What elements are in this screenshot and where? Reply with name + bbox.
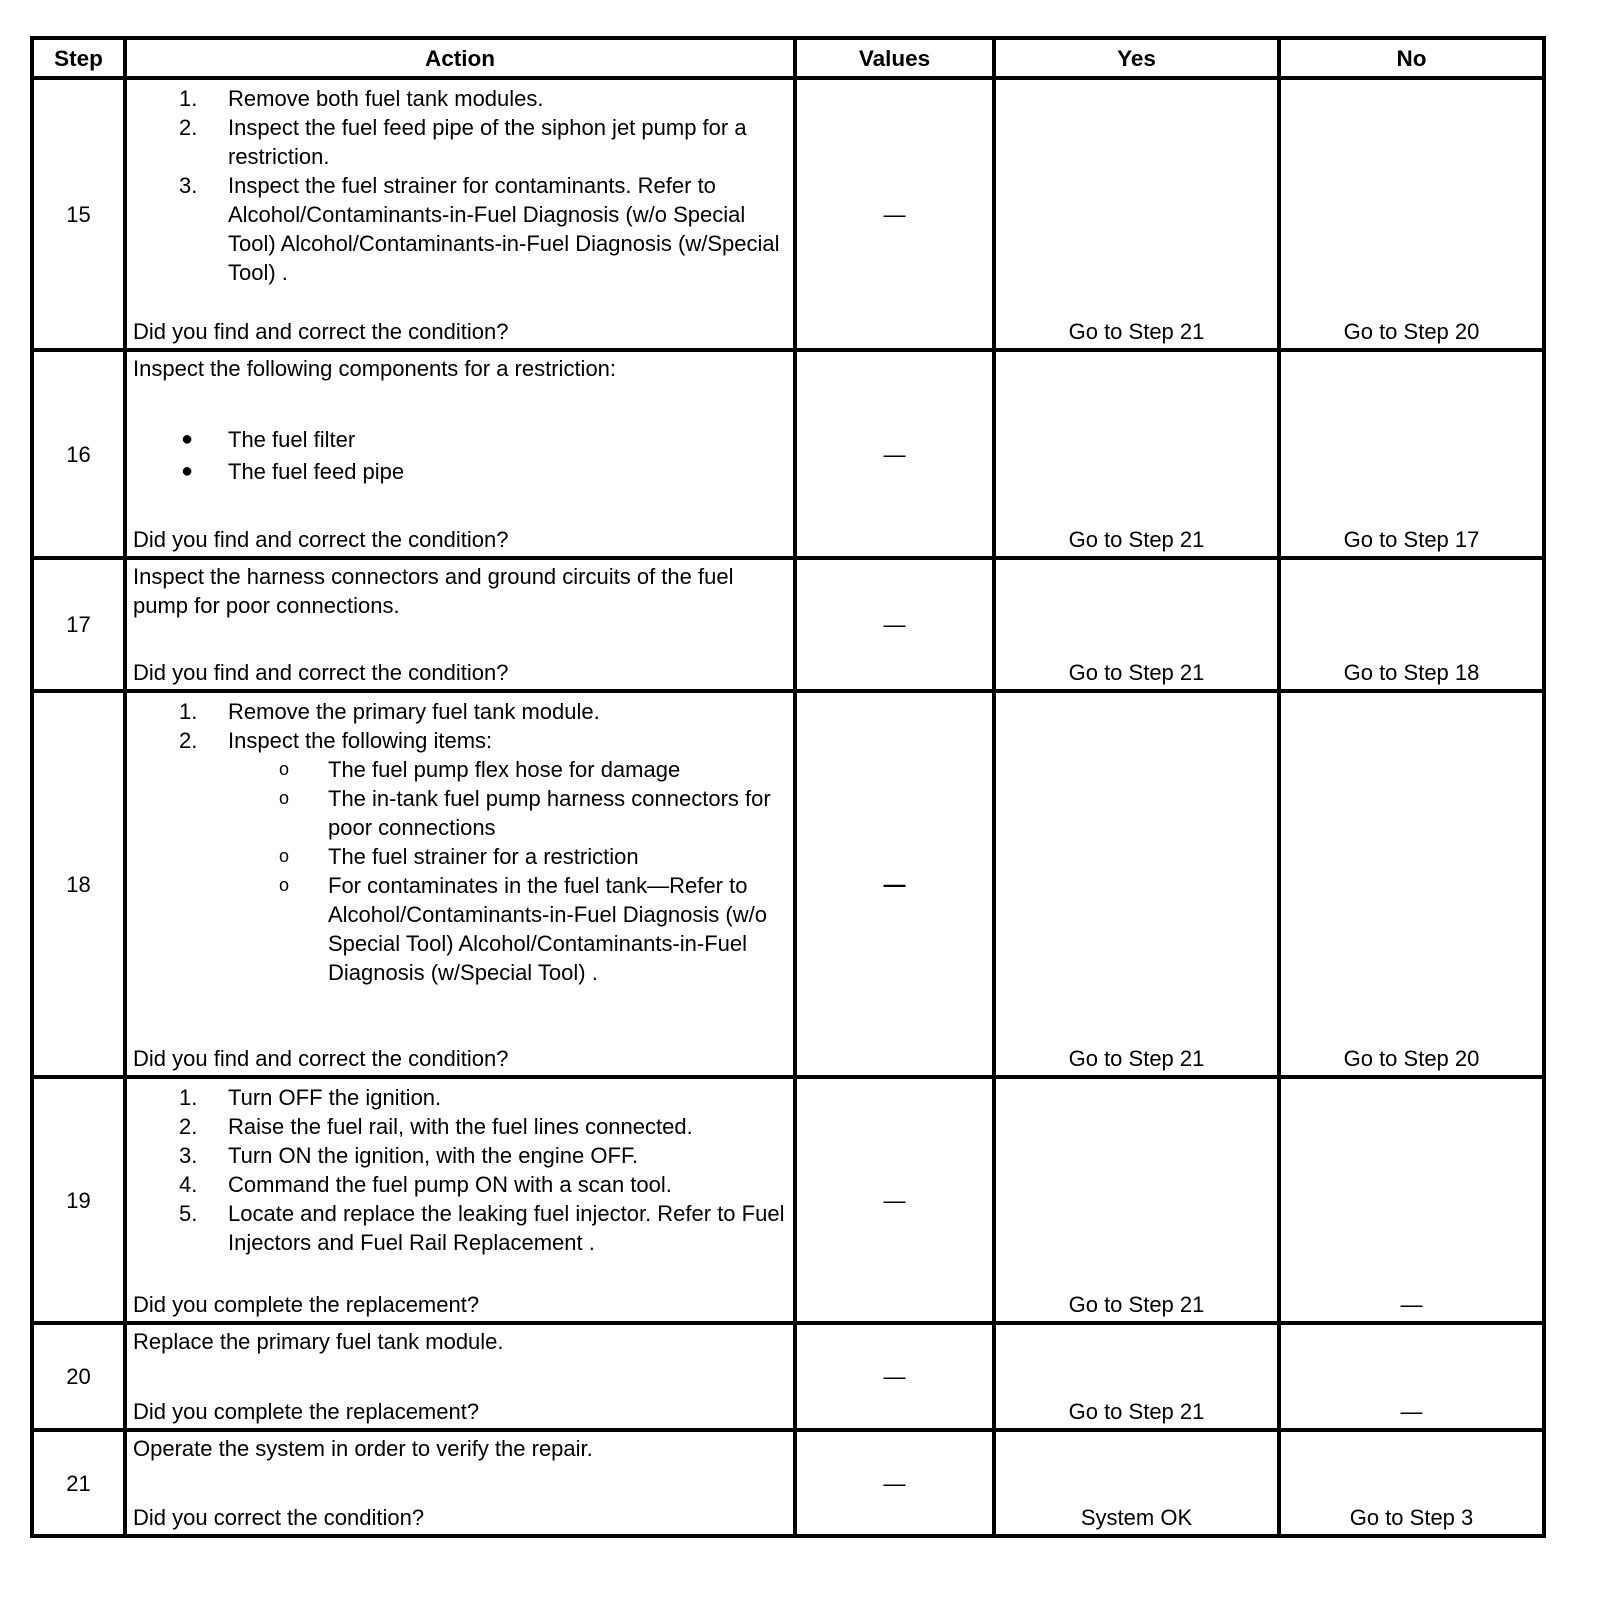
action-intro: Replace the primary fuel tank module. [133, 1329, 504, 1354]
values-cell: — [795, 78, 994, 350]
sub-list [127, 755, 793, 987]
step-number: 16 [32, 350, 125, 558]
yes-answer: Go to Step 21 [1068, 660, 1205, 685]
yes-answer: Go to Step 21 [1068, 1046, 1205, 1071]
action-intro: Inspect the following components for a restriction: [133, 356, 617, 381]
list-item: 1. Remove both fuel tank modules. [179, 86, 544, 111]
no-answer: Go to Step 20 [1343, 319, 1480, 344]
action-cell [125, 78, 795, 350]
step-number: 15 [32, 78, 125, 350]
no-cell [1279, 1430, 1544, 1536]
yes-cell [994, 78, 1279, 350]
list-item: 3. Inspect the fuel strainer for contaminants. Refer to Alcohol/Contaminants-in-Fuel Diagnosis (w/o Special Tool) Alcohol/Contaminants-in-Fuel Diagnosis (w/Special Tool) . [179, 173, 780, 285]
question: Did you correct the condition? [133, 1505, 425, 1530]
no-answer: Go to Step 3 [1349, 1505, 1474, 1530]
question: Did you find and correct the condition? [133, 660, 509, 685]
step-number: 18 [32, 691, 125, 1077]
table-row [32, 1077, 1544, 1323]
step-number: 17 [32, 558, 125, 691]
list-item: 4. Command the fuel pump ON with a scan tool. [179, 1172, 672, 1197]
values-cell: — [795, 350, 994, 558]
list-item: ● The fuel feed pipe [181, 459, 405, 484]
numbered-list [127, 80, 793, 287]
header-action: Action [125, 38, 795, 78]
table-row [32, 350, 1544, 558]
no-answer: Go to Step 20 [1343, 1046, 1480, 1071]
question: Did you find and correct the condition? [133, 319, 509, 344]
list-item: o The fuel strainer for a restriction [279, 844, 639, 869]
values-cell: — [795, 1430, 994, 1536]
list-item: ● The fuel filter [181, 427, 356, 452]
yes-answer: Go to Step 21 [1068, 319, 1205, 344]
yes-cell [994, 1077, 1279, 1323]
yes-cell [994, 1323, 1279, 1430]
step-number: 20 [32, 1323, 125, 1430]
list-item: 5. Locate and replace the leaking fuel injector. Refer to Fuel Injectors and Fuel Rail Replacement . [179, 1201, 785, 1255]
header-no: No [1279, 38, 1544, 78]
yes-answer: Go to Step 21 [1068, 1292, 1205, 1317]
yes-answer: Go to Step 21 [1068, 1399, 1205, 1424]
no-cell [1279, 78, 1544, 350]
question: Did you complete the replacement? [133, 1399, 480, 1424]
step-number: 19 [32, 1077, 125, 1323]
yes-cell [994, 350, 1279, 558]
list-item: 1. Turn OFF the ignition. [179, 1085, 442, 1110]
step-number: 21 [32, 1430, 125, 1536]
header-yes: Yes [994, 38, 1279, 78]
list-item: 2. Inspect the fuel feed pipe of the siphon jet pump for a restriction. [179, 115, 747, 169]
header-step: Step [32, 38, 125, 78]
list-item: o The in-tank fuel pump harness connectors for poor connections [279, 786, 771, 840]
values-cell: — [795, 558, 994, 691]
no-cell [1279, 1323, 1544, 1430]
table-row [32, 1323, 1544, 1430]
list-item: o The fuel pump flex hose for damage [279, 757, 681, 782]
question: Did you find and correct the condition? [133, 1046, 509, 1071]
no-cell [1279, 558, 1544, 691]
table-row [32, 1430, 1544, 1536]
yes-answer: Go to Step 21 [1068, 527, 1205, 552]
values-cell: — [795, 1323, 994, 1430]
list-item: 2. Inspect the following items: [179, 728, 493, 753]
yes-cell [994, 691, 1279, 1077]
bullet-list [127, 425, 793, 486]
list-item: 2. Raise the fuel rail, with the fuel lines connected. [179, 1114, 693, 1139]
action-cell [125, 350, 795, 558]
no-answer: — [1400, 1292, 1423, 1317]
question: Did you find and correct the condition? [133, 527, 509, 552]
action-intro: Inspect the harness connectors and ground circuits of the fuel pump for poor connections. [133, 564, 734, 618]
list-item: o For contaminates in the fuel tank—Refer to Alcohol/Contaminants-in-Fuel Diagnosis (w/o Special Tool) Alcohol/Contaminants-in-Fuel Diagnosis (w/Special Tool) . [279, 873, 767, 985]
action-cell [125, 558, 795, 691]
action-cell [125, 691, 795, 1077]
table-row [32, 78, 1544, 350]
action-cell [125, 1323, 795, 1430]
numbered-list [127, 1079, 793, 1257]
yes-answer: System OK [1080, 1505, 1193, 1530]
action-cell [125, 1077, 795, 1323]
table-row [32, 691, 1544, 1077]
header-values: Values [795, 38, 994, 78]
yes-cell [994, 558, 1279, 691]
list-item: 3. Turn ON the ignition, with the engine OFF. [179, 1143, 639, 1168]
no-answer: Go to Step 17 [1343, 527, 1480, 552]
action-intro: Operate the system in order to verify the repair. [133, 1436, 593, 1461]
diagnostic-table [30, 36, 1546, 1538]
values-cell: — [795, 691, 994, 1077]
table-row [32, 558, 1544, 691]
header-row [32, 38, 1544, 78]
no-answer: — [1400, 1399, 1423, 1424]
no-answer: Go to Step 18 [1343, 660, 1480, 685]
question: Did you complete the replacement? [133, 1292, 480, 1317]
action-cell [125, 1430, 795, 1536]
values-cell: — [795, 1077, 994, 1323]
numbered-list [127, 693, 793, 755]
no-cell [1279, 691, 1544, 1077]
list-item: 1. Remove the primary fuel tank module. [179, 699, 600, 724]
yes-cell [994, 1430, 1279, 1536]
no-cell [1279, 1077, 1544, 1323]
no-cell [1279, 350, 1544, 558]
